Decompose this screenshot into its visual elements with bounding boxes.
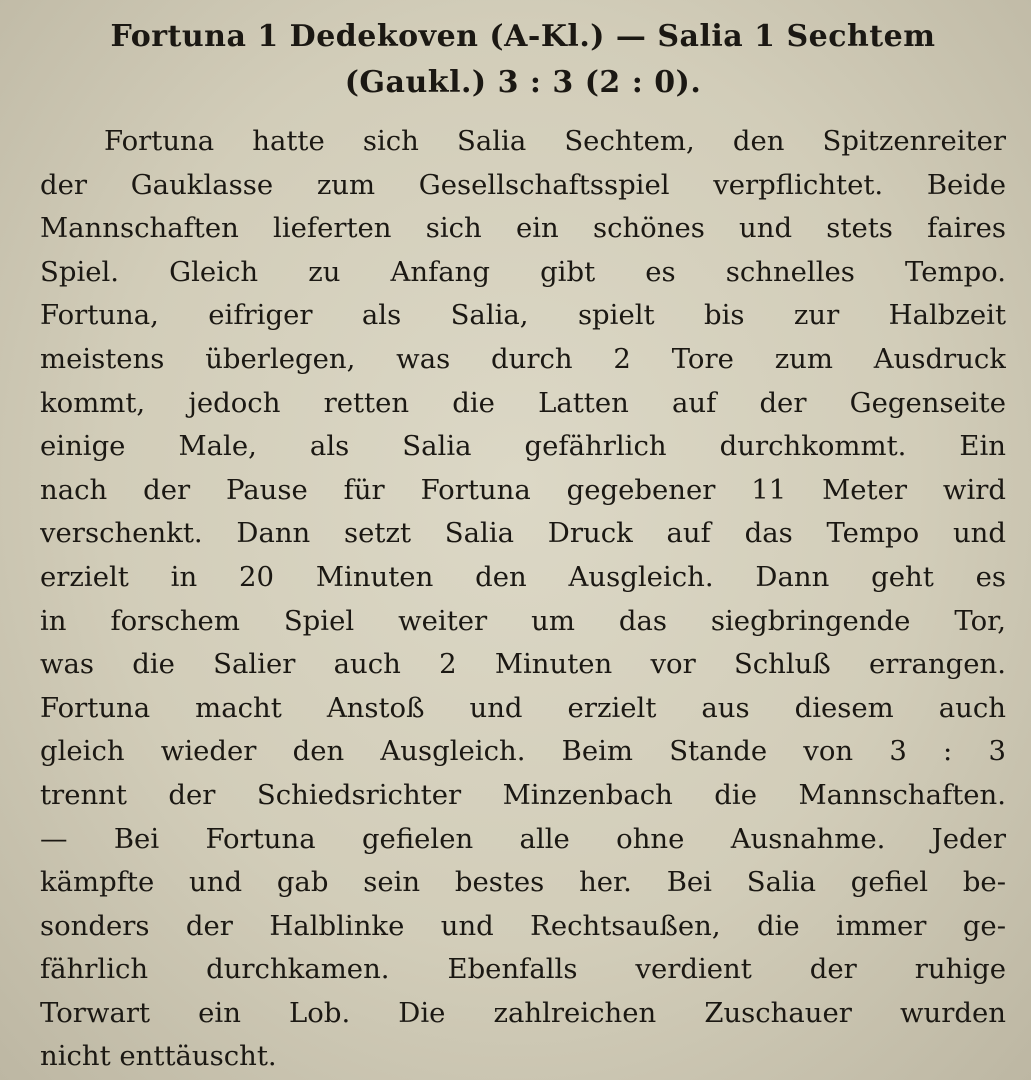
headline-line: Fortuna 1 Dedekoven (A-Kl.) — Salia 1 Sechtem — [110, 19, 936, 54]
body-line: kämpfte und gab sein bestes her. Bei Salia gefiel be- — [40, 866, 1006, 899]
body-line: Fortuna, eifriger als Salia, spielt bis zur Halbzeit — [40, 299, 1006, 332]
body-line: was die Salier auch 2 Minuten vor Schluß errangen. — [40, 648, 1006, 681]
article-headline — [40, 14, 1006, 106]
body-line: sonders der Halblinke und Rechtsaußen, die immer ge- — [40, 909, 1006, 942]
body-line: — Bei Fortuna gefielen alle ohne Ausnahme. Jeder — [40, 822, 1006, 855]
body-line: Spiel. Gleich zu Anfang gibt es schnelles Tempo. — [40, 255, 1006, 288]
body-line: meistens überlegen, was durch 2 Tore zum Ausdruck — [40, 342, 1006, 375]
body-line: nicht enttäuscht. — [40, 1040, 277, 1073]
headline-line: (Gaukl.) 3 : 3 (2 : 0). — [344, 65, 702, 100]
article — [40, 14, 1006, 1079]
body-line: Fortuna hatte sich Salia Sechtem, den Spitzenreiter — [104, 125, 1006, 157]
body-line: der Gauklasse zum Gesellschaftsspiel verpflichtet. Beide — [40, 168, 1006, 201]
article-body — [40, 120, 1006, 1079]
body-line: erzielt in 20 Minuten den Ausgleich. Dann geht es — [40, 560, 1006, 593]
body-line: fährlich durchkamen. Ebenfalls verdient der ruhige — [40, 953, 1006, 986]
body-line: Torwart ein Lob. Die zahlreichen Zuschauer wurden — [40, 996, 1006, 1029]
body-line: Mannschaften lieferten sich ein schönes und stets faires — [40, 212, 1006, 245]
body-line: verschenkt. Dann setzt Salia Druck auf das Tempo und — [40, 517, 1006, 550]
body-line: trennt der Schiedsrichter Minzenbach die Mannschaften. — [40, 778, 1006, 811]
body-line: gleich wieder den Ausgleich. Beim Stande von 3 : 3 — [40, 735, 1006, 768]
body-line: nach der Pause für Fortuna gegebener 11 Meter wird — [40, 473, 1006, 506]
body-line: kommt, jedoch retten die Latten auf der Gegenseite — [40, 386, 1006, 419]
body-line: einige Male, als Salia gefährlich durchkommt. Ein — [40, 430, 1006, 463]
body-line: in forschem Spiel weiter um das siegbringende Tor, — [40, 604, 1006, 637]
body-line: Fortuna macht Anstoß und erzielt aus diesem auch — [40, 691, 1006, 724]
